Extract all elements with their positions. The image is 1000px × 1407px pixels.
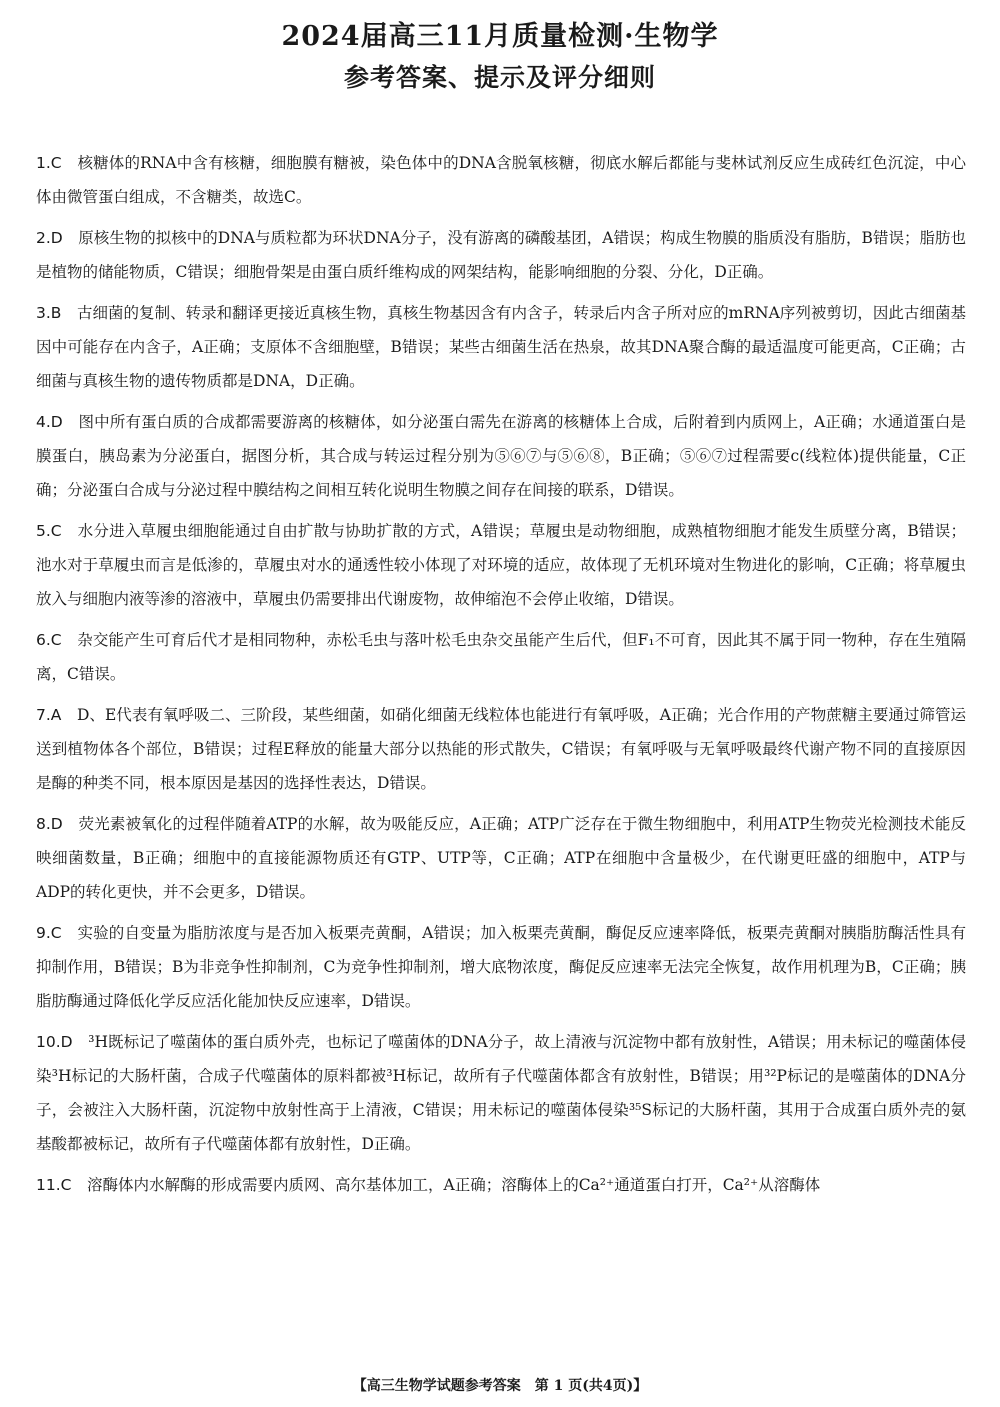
answer-number: 6.C xyxy=(36,631,62,649)
answer-item-7 xyxy=(36,698,966,800)
answer-item-8 xyxy=(36,807,966,909)
answer-explanation: 溶酶体内水解酶的形成需要内质网、高尔基体加工，A正确；溶酶体上的Ca²⁺通道蛋白打开，Ca²⁺从溶酶体 xyxy=(87,1176,821,1194)
answer-explanation: 杂交能产生可育后代才是相同物种，赤松毛虫与落叶松毛虫杂交虽能产生后代，但F₁不可育，因此其不属于同一物种，存在生殖隔离，C错误。 xyxy=(36,631,966,683)
answer-item-4 xyxy=(36,405,966,507)
answer-item-6 xyxy=(36,623,966,691)
answer-explanation: 图中所有蛋白质的合成都需要游离的核糖体，如分泌蛋白需先在游离的核糖体上合成，后附着到内质网上，A正确；水通道蛋白是膜蛋白，胰岛素为分泌蛋白，据图分析，其合成与转运过程分别为⑤⑥⑦与⑤⑥⑧，B正确；⑤⑥⑦过程需要c(线粒体)提供能量，C正确；分泌蛋白合成与分泌过程中膜结构之间相互转化说明生物膜之间存在间接的联系，D错误。 xyxy=(36,413,966,499)
answer-number: 2.D xyxy=(36,229,63,247)
page-subtitle: 参考答案、提示及评分细则 xyxy=(343,63,656,92)
answer-item-11 xyxy=(36,1168,966,1202)
answer-explanation: 水分进入草履虫细胞能通过自由扩散与协助扩散的方式，A错误；草履虫是动物细胞，成熟植物细胞才能发生质壁分离，B错误；池水对于草履虫而言是低渗的，草履虫对水的通透性较小体现了对环境的适应，故体现了无机环境对生物进化的影响，C正确；将草履虫放入与细胞内液等渗的溶液中，草履虫仍需要排出代谢废物，故伸缩泡不会停止收缩，D错误。 xyxy=(36,522,966,608)
page-title: 2024届高三11月质量检测·生物学 xyxy=(281,21,719,52)
answer-number: 9.C xyxy=(36,924,62,942)
answer-number: 10.D xyxy=(36,1033,73,1051)
answer-explanation: 核糖体的RNA中含有核糖，细胞膜有糖被，染色体中的DNA含脱氧核糖，彻底水解后都能与斐林试剂反应生成砖红色沉淀，中心体由微管蛋白组成，不含糖类，故选C。 xyxy=(36,154,966,206)
answer-item-1 xyxy=(36,146,966,214)
answer-explanation: ³H既标记了噬菌体的蛋白质外壳，也标记了噬菌体的DNA分子，故上清液与沉淀物中都有放射性，A错误；用未标记的噬菌体侵染³H标记的大肠杆菌，合成子代噬菌体的原料都被³H标记，故所有子代噬菌体都含有放射性，B错误；用³²P标记的是噬菌体的DNA分子，会被注入大肠杆菌，沉淀物中放射性高于上清液，C错误；用未标记的噬菌体侵染³⁵S标记的大肠杆菌，其用于合成蛋白质外壳的氨基酸都被标记，故所有子代噬菌体都有放射性，D正确。 xyxy=(36,1033,966,1153)
answer-number: 8.D xyxy=(36,815,63,833)
answer-number: 4.D xyxy=(36,413,63,431)
answer-explanation: 古细菌的复制、转录和翻译更接近真核生物，真核生物基因含有内含子，转录后内含子所对应的mRNA序列被剪切，因此古细菌基因中可能存在内含子，A正确；支原体不含细胞壁，B错误；某些古细菌生活在热泉，故其DNA聚合酶的最适温度可能更高，C正确；古细菌与真核生物的遗传物质都是DNA，D正确。 xyxy=(36,304,966,390)
answer-explanation: 荧光素被氧化的过程伴随着ATP的水解，故为吸能反应，A正确；ATP广泛存在于微生物细胞中，利用ATP生物荧光检测技术能反映细菌数量，B正确；细胞中的直接能源物质还有GTP、UTP等，C正确；ATP在细胞中含量极少，在代谢更旺盛的细胞中，ATP与ADP的转化更快，并不会更多，D错误。 xyxy=(36,815,966,901)
answer-number: 3.B xyxy=(36,304,62,322)
page-footer: 【高三生物学试题参考答案 第 1 页(共4页)】 xyxy=(352,1378,648,1394)
answer-list xyxy=(36,146,966,1209)
answer-number: 7.A xyxy=(36,706,62,724)
answer-number: 5.C xyxy=(36,522,62,540)
answer-item-9 xyxy=(36,916,966,1018)
answer-number: 11.C xyxy=(36,1176,72,1194)
answer-number: 1.C xyxy=(36,154,62,172)
answer-item-2 xyxy=(36,221,966,289)
answer-item-5 xyxy=(36,514,966,616)
answer-item-10 xyxy=(36,1025,966,1161)
answer-explanation: D、E代表有氧呼吸二、三阶段，某些细菌，如硝化细菌无线粒体也能进行有氧呼吸，A正确；光合作用的产物蔗糖主要通过筛管运送到植物体各个部位，B错误；过程E释放的能量大部分以热能的形式散失，C错误；有氧呼吸与无氧呼吸最终代谢产物不同的直接原因是酶的种类不同，根本原因是基因的选择性表达，D错误。 xyxy=(36,706,966,792)
answer-item-3 xyxy=(36,296,966,398)
answer-explanation: 实验的自变量为脂肪浓度与是否加入板栗壳黄酮，A错误；加入板栗壳黄酮，酶促反应速率降低，板栗壳黄酮对胰脂肪酶活性具有抑制作用，B错误；B为非竞争性抑制剂，C为竞争性抑制剂，增大底物浓度，酶促反应速率无法完全恢复，故作用机理为B，C正确；胰脂肪酶通过降低化学反应活化能加快反应速率，D错误。 xyxy=(36,924,966,1010)
answer-explanation: 原核生物的拟核中的DNA与质粒都为环状DNA分子，没有游离的磷酸基团，A错误；构成生物膜的脂质没有脂肪，B错误；脂肪也是植物的储能物质，C错误；细胞骨架是由蛋白质纤维构成的网架结构，能影响细胞的分裂、分化，D正确。 xyxy=(36,229,966,281)
